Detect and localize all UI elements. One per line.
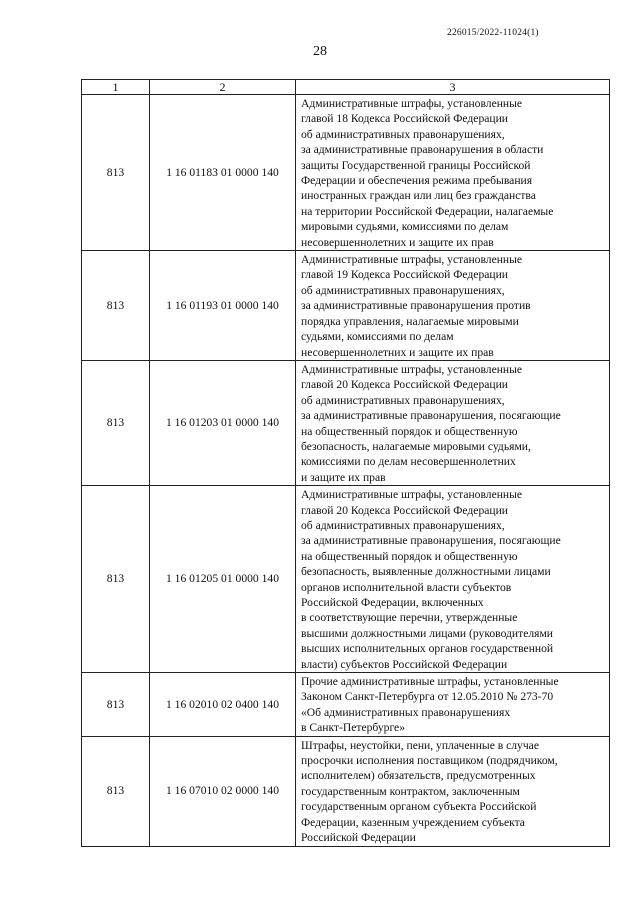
description-line: Российской Федерации [301,831,416,845]
description-line: на общественный порядок и общественную [301,549,518,563]
description-line: об административных правонарушениях, [301,518,505,532]
budget-code-cell: 1 16 01183 01 0000 140 [150,95,296,251]
admin-code-cell: 813 [82,251,150,361]
table-row [82,673,610,737]
kbk-table [81,79,610,847]
table-row [82,251,610,361]
description-line: мировыми судьями, комиссиями по делам [301,220,509,234]
description-line: Законом Санкт-Петербурга от 12.05.2010 № 273-70 [301,690,554,704]
description-line: высшими должностными лицами (руководителями [301,626,554,640]
description-line: на территории Российской Федерации, налагаемые [301,204,554,218]
description-cell [296,673,610,737]
description-line: главой 18 Кодекса Российской Федерации [301,112,509,126]
budget-code-cell: 1 16 07010 02 0000 140 [150,736,296,846]
table-row [82,360,610,485]
description-line: за административные правонарушения против [301,299,531,313]
description-line: Федерации, казенным учреждением субъекта [301,815,525,829]
description-line: порядка управления, налагаемые мировыми [301,314,519,328]
description-line: просрочки исполнения поставщиком (подрядчиком, [301,754,558,768]
description-line: Административные штрафы, установленные [301,97,523,110]
description-line: главой 19 Кодекса Российской Федерации [301,268,509,282]
description-line: Федерации и обеспечения режима пребывания [301,174,533,188]
budget-code-cell: 1 16 01203 01 0000 140 [150,360,296,485]
table-row [82,736,610,846]
description-cell [296,486,610,673]
description-line: Штрафы, неустойки, пени, уплаченные в случае [301,738,539,752]
description-line: в Санкт-Петербурге» [301,721,405,735]
description-line: несовершеннолетних и защите их прав [301,235,494,249]
budget-code-cell: 1 16 01205 01 0000 140 [150,486,296,673]
description-line: и защите их прав [301,470,386,484]
budget-code-cell: 1 16 02010 02 0400 140 [150,673,296,737]
description-cell [296,95,610,251]
description-line: судьями, комиссиями по делам [301,330,454,344]
description-line: власти) субъектов Российской Федерации [301,657,508,671]
budget-code-cell: 1 16 01193 01 0000 140 [150,251,296,361]
admin-code-cell: 813 [82,95,150,251]
table-row [82,95,610,251]
admin-code-cell: 813 [82,673,150,737]
description-line: об административных правонарушениях, [301,283,505,297]
description-line: об административных правонарушениях, [301,393,505,407]
description-line: государственным контрактом, заключенным [301,784,520,798]
admin-code-cell: 813 [82,360,150,485]
admin-code-cell: 813 [82,486,150,673]
admin-code-cell: 813 [82,736,150,846]
description-cell [296,736,610,846]
description-cell [296,360,610,485]
document-number: 226015/2022-11024(1) [447,28,539,38]
description-line: за административные правонарушения в области [301,143,544,157]
description-line: в соответствующие перечни, утвержденные [301,611,518,625]
table-header-row [82,80,610,95]
description-line: иностранных граждан или лиц без гражданства [301,189,536,203]
description-line: государственным органом субъекта Российской [301,800,537,814]
description-line: «Об административных правонарушениях [301,705,511,719]
description-line: высших исполнительных органов государственной [301,642,554,656]
description-line: Российской Федерации, включенных [301,596,484,609]
description-line: об административных правонарушениях, [301,127,505,141]
description-line: главой 20 Кодекса Российской Федерации [301,503,509,517]
description-line: Административные штрафы, установленные [301,253,523,267]
description-line: за административные правонарушения, посягающие [301,409,561,423]
column-header-2: 2 [150,80,296,95]
description-line: на общественный порядок и общественную [301,424,518,438]
description-line: органов исполнительной власти субъектов [301,580,512,594]
description-line: безопасность, налагаемые мировыми судьями, [301,439,531,453]
description-line: комиссиями по делам несовершеннолетних [301,455,516,469]
description-line: защиты Государственной границы Российской [301,158,531,172]
description-line: безопасность, выявленные должностными лицами [301,565,551,579]
description-line: несовершеннолетних и защите их прав [301,345,494,359]
description-cell [296,251,610,361]
column-header-3: 3 [296,80,610,95]
description-line: исполнителем) обязательств, предусмотренных [301,769,536,783]
table-row [82,486,610,673]
description-line: главой 20 Кодекса Российской Федерации [301,378,509,392]
column-header-1: 1 [82,80,150,95]
description-line: Прочие административные штрафы, установленные [301,675,559,689]
page-number: 28 [313,44,327,59]
description-line: Административные штрафы, установленные [301,488,523,502]
description-line: за административные правонарушения, посягающие [301,534,561,548]
description-line: Административные штрафы, установленные [301,362,523,376]
